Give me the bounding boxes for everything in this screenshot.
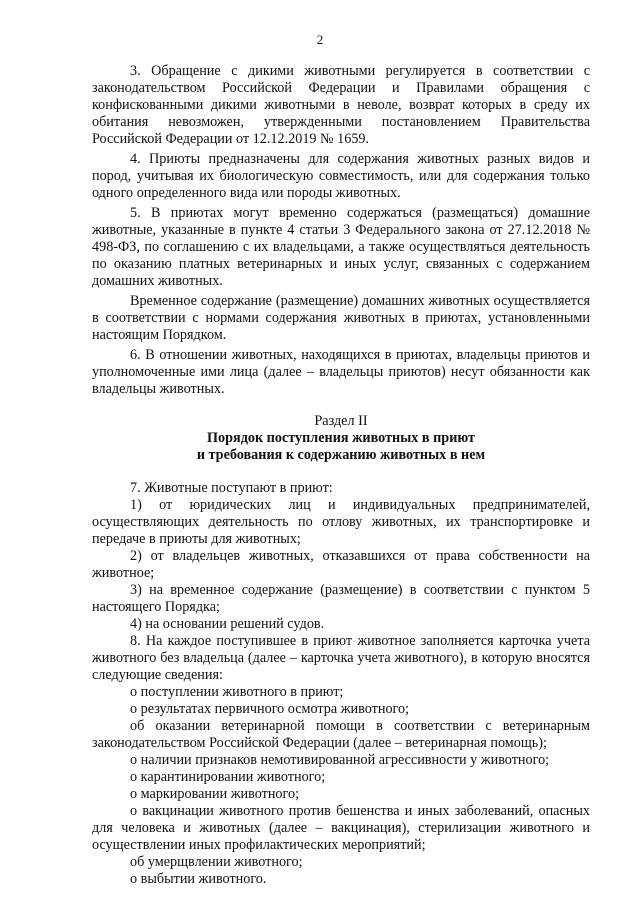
paragraph-5-continued: Временное содержание (размещение) домашних животных осуществляется в соответствии с нормами содержания животных в приютах, установленными настоящим Порядком. [92, 293, 590, 343]
paragraph-8-item-8: об умерщвлении животного; [130, 854, 303, 870]
paragraph-7-intro: 7. Животные поступают в приют: [130, 480, 333, 496]
paragraph-7-item-2: 2) от владельцев животных, отказавшихся от права собственности на животное; [92, 548, 590, 581]
section-title-line-1: Порядок поступления животных в приют [207, 430, 475, 446]
paragraph-8-item-6: о маркировании животного; [130, 786, 300, 802]
section-title-line-2: и требования к содержанию животных в нем [196, 447, 486, 463]
page-number: 2 [316, 32, 324, 47]
paragraph-8-intro: 8. На каждое поступившее в приют животное заполняется карточка учета животного без владельца (далее – карточка учета животного), в которую вносятся следующие сведения: [92, 633, 590, 683]
paragraph-6: 6. В отношении животных, находящихся в приютах, владельцы приютов и уполномоченные ими лица (далее – владельцы приютов) несут обязанности как владельцы животных. [92, 347, 590, 397]
paragraph-7-item-4: 4) на основании решений судов. [130, 616, 325, 632]
paragraph-4: 4. Приюты предназначены для содержания животных разных видов и пород, учитывая их биологическую совместимость, или для содержания только одного определенного вида или породы животных. [92, 151, 590, 201]
paragraph-8-item-9: о выбытии животного. [130, 871, 267, 887]
paragraph-3: 3. Обращение с дикими животными регулируется в соответствии с законодательством Российской Федерации и Правилами обращения с конфискованными дикими животными в неволе, возврат которых в среду их обитания невозможен, утвержденными постановлением Правительства Российской Федерации от 12.12.2019 № 1659. [92, 63, 590, 147]
paragraph-7-item-1: 1) от юридических лиц и индивидуальных предпринимателей, осуществляющих деятельность по отлову животных, их транспортировке и передаче в приюты для животных; [92, 497, 590, 547]
paragraph-8-item-3: об оказании ветеринарной помощи в соответствии с ветеринарным законодательством Российской Федерации (далее – ветеринарная помощь); [92, 718, 590, 751]
paragraph-5: 5. В приютах могут временно содержаться (размещаться) домашние животные, указанные в пункте 4 статьи 3 Федерального закона от 27.12.2018 № 498-ФЗ, по соглашению с их владельцами, а также осуществляться деятельность по оказанию платных ветеринарных и иных услуг, связанных с содержанием домашних животных. [92, 205, 590, 289]
paragraph-8-item-5: о карантинировании животного; [130, 769, 326, 785]
section-label: Раздел II [314, 413, 368, 429]
document-body [92, 63, 590, 888]
paragraph-7-item-3: 3) на временное содержание (размещение) в соответствии с пунктом 5 настоящего Порядка; [92, 582, 590, 615]
paragraph-8-item-4: о наличии признаков немотивированной агрессивности у животного; [130, 752, 550, 768]
paragraph-8-item-2: о результатах первичного осмотра животного; [130, 701, 410, 717]
paragraph-8-item-1: о поступлении животного в приют; [130, 684, 344, 700]
paragraph-8-item-7: о вакцинации животного против бешенства и иных заболеваний, опасных для человека и животных (далее – вакцинация), стерилизации животного и осуществлении иных профилактических мероприятий; [92, 803, 590, 853]
